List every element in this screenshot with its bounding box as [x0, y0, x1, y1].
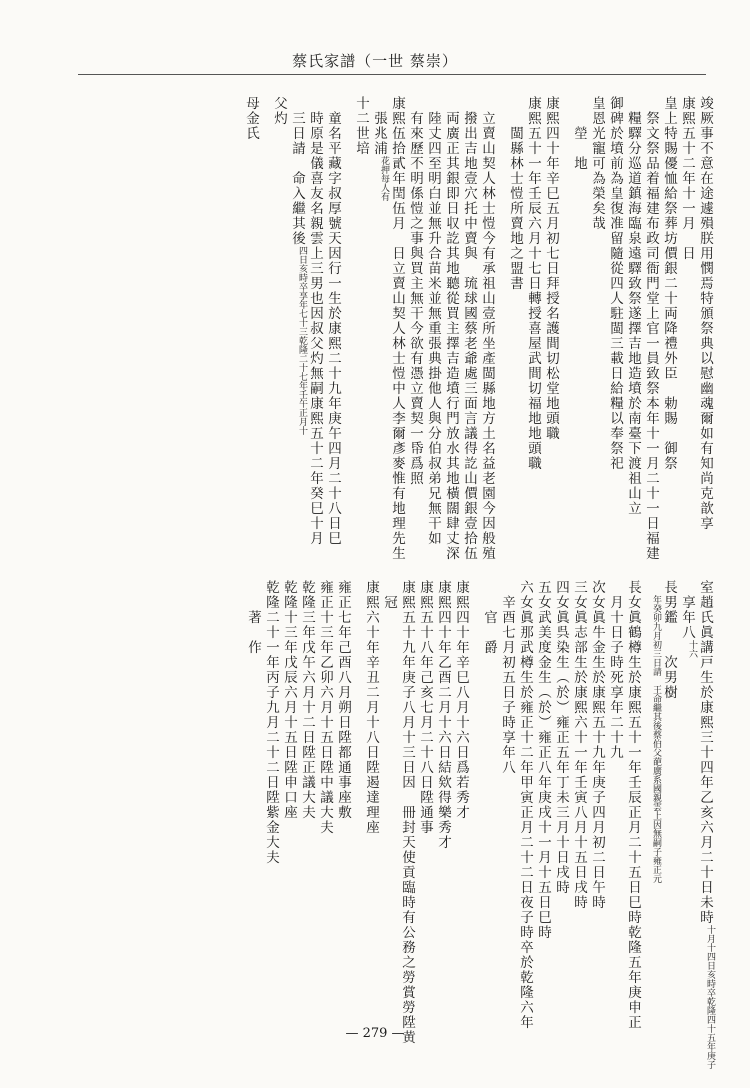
- text-column: [298, 580, 316, 1010]
- page-header: 蔡氏家譜（一世 蔡崇）: [292, 52, 458, 70]
- column-text: 皇上特賜優恤給祭葬坊價銀二十両降禮外臣 勅賜 御祭: [661, 96, 677, 471]
- interlinear-note: 十六: [687, 640, 697, 658]
- column-text: 康熙五十二年十一月 日: [679, 96, 695, 261]
- column-text: 雍正十三年乙卯六月十五日陞中議大夫: [317, 580, 333, 835]
- column-text: 陸丈四至明白並無升合苗米並無重張典掛他人與分伯叔弟兄無干如: [425, 96, 441, 546]
- column-text: 十二世培: [353, 96, 369, 156]
- interlinear-note: 十月十四日亥時卒: [705, 925, 715, 997]
- column-text: 室趙氏眞講戸生於康熙三十四年乙亥六月二十日未時: [697, 580, 713, 925]
- text-column: [370, 96, 388, 566]
- interlinear-note: 每人有: [379, 174, 389, 201]
- text-column: [498, 580, 516, 1010]
- text-column: [696, 580, 715, 1069]
- text-column: [352, 96, 370, 566]
- column-text: 閩縣林士愷所賣地之盟書: [507, 96, 523, 291]
- column-text: 六女眞那武樽生於雍正十二年甲寅正月二十二日夜子時卒於乾隆六年: [517, 580, 533, 1030]
- text-column: [480, 580, 498, 1010]
- text-column: [660, 96, 678, 566]
- column-text: 康熙四十年辛巳五月初七日拜授名護間切松堂地頭職: [543, 96, 559, 441]
- text-column: [380, 580, 398, 1010]
- text-column: [570, 96, 588, 566]
- column-text: 官 爵: [481, 580, 497, 655]
- column-text: 乾隆十三年戊辰六月十五日陞申口座: [281, 580, 297, 820]
- text-column: [606, 96, 624, 566]
- text-column: [242, 96, 260, 566]
- column-text: 康熙五十九年庚子八月十三日因 冊封天使貢臨時有公務之勞賞勞陞黄: [399, 580, 415, 1045]
- column-text: 塋 地: [571, 96, 587, 171]
- column-text: 父灼: [271, 96, 287, 126]
- text-column: [388, 96, 406, 566]
- text-column: [642, 96, 660, 566]
- text-column: [588, 580, 606, 1010]
- column-text: 辛酉七月初五日子時享年八: [499, 580, 515, 775]
- text-column: [460, 96, 478, 566]
- column-text: 雍正七年己酉八月朔日陞都通事座敷: [335, 580, 351, 820]
- text-column: [534, 580, 552, 1010]
- column-text: 康熙五十八年己亥七月二十八日陞通事: [417, 580, 433, 835]
- column-text: 祭文祭品着福建布政司衙門堂上官一員致祭本年十一月二十一日福建: [643, 96, 659, 561]
- column-text: 五女武美度金生（於）雍正八年庚戌十一月十五日巳時: [535, 580, 551, 940]
- text-column: [334, 580, 352, 1010]
- text-column: [624, 580, 642, 1030]
- text-column: [406, 96, 424, 566]
- column-text: 張兆浦: [371, 96, 387, 156]
- text-column: [442, 96, 460, 566]
- column-text: 康熙四十年辛巳八月十六日爲若秀才: [453, 580, 469, 820]
- column-text: 乾隆二十一年丙子九月二十二日陞紫金大夫: [263, 580, 279, 865]
- column-text: 長女眞鶴樽生於康熙五十一年壬辰正月二十五日巳時乾隆五年庚申正: [625, 580, 641, 1030]
- column-text: 冠: [381, 580, 397, 610]
- text-column: [570, 580, 588, 1010]
- column-text: 康熙四十年乙酉二月十六日結欸得樂秀才: [435, 580, 451, 850]
- column-text: 次女眞牛金生於康熙五十九年庚子四月初二日午時: [589, 580, 605, 910]
- text-column: [270, 96, 288, 566]
- text-column: [516, 580, 534, 1030]
- column-text: 童名平藏字叔厚號天因行一生於康熙二十九年庚午四月二十八日巳: [325, 96, 341, 546]
- text-column: [280, 580, 298, 1010]
- column-text: 月十日子時死享年二十九: [607, 580, 623, 760]
- column-text: 康熙五十一年壬辰六月十七日轉授喜屋武間切福地地頭職: [525, 96, 541, 471]
- text-column: [660, 580, 678, 1010]
- text-column: [524, 96, 542, 566]
- column-text: 四女眞呉染生（於）雍正五年丁未三月十日戌時: [553, 580, 569, 895]
- header-rule: [78, 74, 706, 75]
- text-column: [606, 580, 624, 1010]
- interlinear-note: 年癸卯九月初三日請 王命繼其後: [651, 595, 661, 730]
- column-text: 母金氏: [243, 96, 259, 141]
- text-column: [552, 580, 570, 1010]
- column-text: 有來歷不明係愷之事與買主無干今欲有憑立賣契一帋爲照: [407, 96, 423, 486]
- column-text: 著 作: [245, 580, 261, 655]
- column-text: 糧驛分巡道鎮海臨泉遠驛致祭遂擇吉地造墳於南臺下渡祖山立: [625, 96, 641, 516]
- text-column: [642, 580, 660, 1010]
- interlinear-note: 四日亥時卒享年七十三: [297, 246, 307, 336]
- text-column: [262, 580, 280, 1010]
- text-column: [678, 580, 696, 1010]
- column-text: 三女眞志部生於康熙六十一年壬寅八月十五日戌時: [571, 580, 587, 910]
- column-text: 皇恩光寵可為榮矣哉: [589, 96, 605, 231]
- column-text: 乾隆三年戊午六月十二日陞正議大夫: [299, 580, 315, 820]
- column-text: 長男鑑 次男樹: [661, 580, 677, 700]
- column-text: 竣厥事不意在途遽殞朕用憫焉特頒祭典以慰幽魂爾如有知尚克歆享: [697, 96, 713, 531]
- interlinear-note: 蔡伯父葩廣系國親雲上因無嗣子雍正元: [651, 730, 661, 883]
- text-column: [478, 96, 496, 566]
- upper-text-block: [74, 96, 714, 566]
- text-column: [452, 580, 470, 1010]
- text-column: [624, 96, 642, 566]
- text-column: [306, 96, 324, 566]
- column-text: [643, 580, 659, 595]
- column-text: 三日請 命入繼其後: [289, 96, 305, 246]
- text-column: [362, 580, 380, 1010]
- text-column: [244, 580, 262, 1010]
- column-text: 撥出吉地壹穴托中賣與 琉球國蔡老爺處三面言議得訖山價銀壹拾伍: [461, 96, 477, 561]
- text-column: [678, 96, 696, 566]
- column-text: 享年八: [679, 580, 695, 640]
- text-column: [398, 580, 416, 1045]
- column-text: 両廣正其銀即日収訖其地聽從買主擇吉造墳行門放水其地橫闊肆丈深: [443, 96, 459, 561]
- text-column: [588, 96, 606, 566]
- text-column: [316, 580, 334, 1010]
- column-text: 康熙六十年辛丑二月十八日陞遏達理座: [363, 580, 379, 835]
- text-column: [288, 96, 306, 566]
- interlinear-note: 花押: [379, 156, 389, 174]
- column-text: 御碑於墳前為皇復准留隨從四人駐閩三載日給糧以奉祭祀: [607, 96, 623, 471]
- text-column: [324, 96, 342, 566]
- column-text: 康熙伍拾貳年閏伍月 日立賣山契人林士愷中人李爾彥麥惟有地理先生: [389, 96, 405, 561]
- column-text: 立賣山契人林士愷今有承祖山壹所坐產閩縣地方土名益老園今因般殖: [479, 96, 495, 561]
- interlinear-note: 乾隆四十五年庚子: [705, 997, 715, 1069]
- text-column: [416, 580, 434, 1010]
- text-column: [696, 96, 714, 566]
- column-text: 時原是儀喜友名親雲上三男也因叔父灼無嗣康熙五十二年癸巳十月: [307, 96, 323, 546]
- text-column: [434, 580, 452, 1010]
- text-column: [506, 96, 524, 566]
- text-column: [542, 96, 560, 566]
- text-column: [424, 96, 442, 566]
- interlinear-note: 乾隆二十七年壬午正月十: [297, 336, 307, 435]
- page-number: — 279 —: [345, 1026, 405, 1041]
